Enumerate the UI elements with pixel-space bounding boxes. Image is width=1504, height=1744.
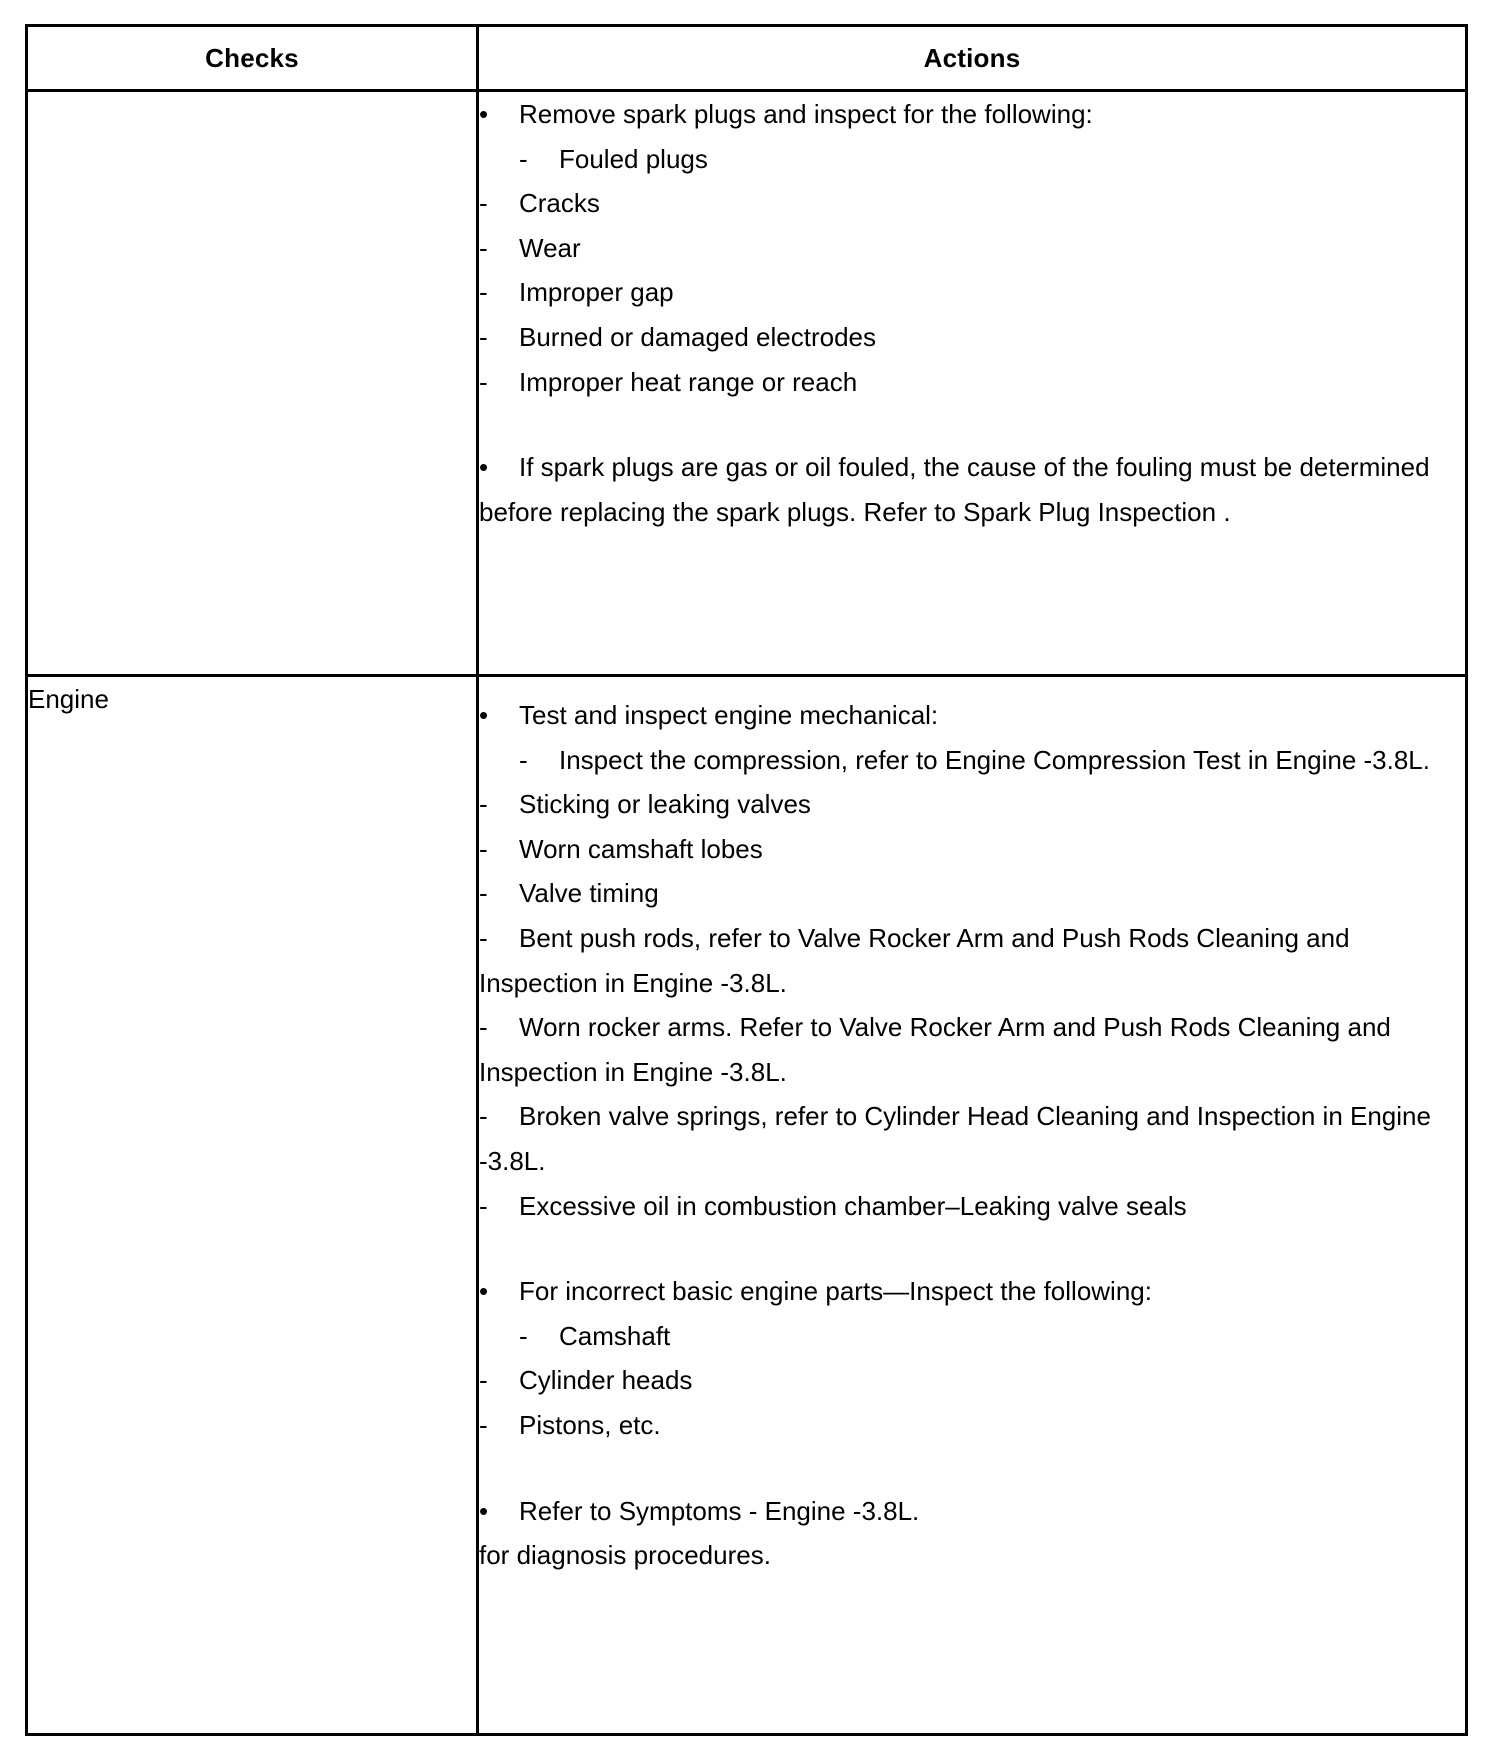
list-item: • Test and inspect engine mechanical: — [479, 693, 1465, 738]
header-actions: Actions — [478, 26, 1467, 91]
header-row — [27, 26, 1467, 91]
list-item: - Fouled plugs — [479, 137, 1465, 182]
dash-marker: - — [479, 922, 488, 953]
bullet-marker: • — [479, 700, 489, 730]
list-item: - Worn camshaft lobes — [479, 827, 1465, 872]
dash-marker: - — [519, 1320, 528, 1351]
spark-plug-fouling-note: • If spark plugs are gas or oil fouled, the cause of the fouling must be determined before replacing the spark plugs. Refer to Spark Plug Inspection . — [479, 445, 1465, 534]
dash-marker: - — [479, 1101, 488, 1132]
dash-marker: - — [479, 1012, 488, 1043]
dash-marker: - — [479, 1365, 488, 1396]
table-row — [27, 676, 1467, 1735]
list-item: - Camshaft — [479, 1314, 1465, 1359]
check-cell-spark-plugs — [27, 91, 478, 676]
bullet-marker: • — [479, 452, 489, 483]
list-item: - Improper heat range or reach — [479, 360, 1465, 405]
list-item: - Cracks — [479, 181, 1465, 226]
symptoms-reference: Refer to Symptoms - Engine -3.8L. — [519, 1495, 920, 1526]
symptoms-reference-tail: for diagnosis procedures. — [479, 1540, 771, 1571]
list-item: - Cylinder heads — [479, 1358, 1465, 1403]
list-item: • Remove spark plugs and inspect for the following: — [479, 92, 1465, 137]
bullet-marker: • — [479, 1495, 489, 1526]
list-item — [479, 1489, 1465, 1534]
dash-marker: - — [479, 878, 488, 909]
header-checks: Checks — [27, 26, 478, 91]
check-cell-engine: Engine — [27, 676, 478, 1735]
list-item: - Excessive oil in combustion chamber–Leaking valve seals — [479, 1184, 1465, 1229]
list-item: - Sticking or leaking valves — [479, 782, 1465, 827]
dash-marker: - — [519, 143, 528, 174]
dash-marker: - — [519, 744, 528, 775]
dash-marker: - — [479, 321, 488, 352]
dash-marker: - — [479, 366, 488, 397]
dash-marker: - — [479, 833, 488, 864]
list-item: - Burned or damaged electrodes — [479, 315, 1465, 360]
list-item: - Bent push rods, refer to Valve Rocker Arm and Push Rods Cleaning and Inspection in Engine -3.8L. — [479, 916, 1465, 1005]
dash-marker: - — [479, 188, 488, 219]
list-item: - Wear — [479, 226, 1465, 271]
list-item: - Inspect the compression, refer to Engine Compression Test in Engine -3.8L. — [479, 738, 1465, 783]
dash-marker: - — [479, 232, 488, 263]
list-item: - Improper gap — [479, 270, 1465, 315]
dash-marker: - — [479, 789, 488, 820]
list-item: - Worn rocker arms. Refer to Valve Rocker Arm and Push Rods Cleaning and Inspection in Engine -3.8L. — [479, 1005, 1465, 1094]
bullet-marker: • — [479, 1276, 489, 1307]
table-row — [27, 91, 1467, 676]
document-page — [25, 24, 1465, 1731]
action-cell-spark-plugs — [478, 91, 1467, 676]
dash-marker: - — [479, 1409, 488, 1440]
list-item: - Broken valve springs, refer to Cylinder Head Cleaning and Inspection in Engine -3.8L. — [479, 1094, 1465, 1183]
bullet-marker: • — [479, 99, 489, 129]
list-item: - Valve timing — [479, 871, 1465, 916]
dash-marker: - — [479, 277, 488, 308]
action-cell-engine — [478, 676, 1467, 1735]
list-item: • For incorrect basic engine parts—Inspect the following: — [479, 1269, 1465, 1314]
checks-actions-table — [25, 24, 1468, 1736]
list-item: - Pistons, etc. — [479, 1403, 1465, 1448]
dash-marker: - — [479, 1190, 488, 1221]
